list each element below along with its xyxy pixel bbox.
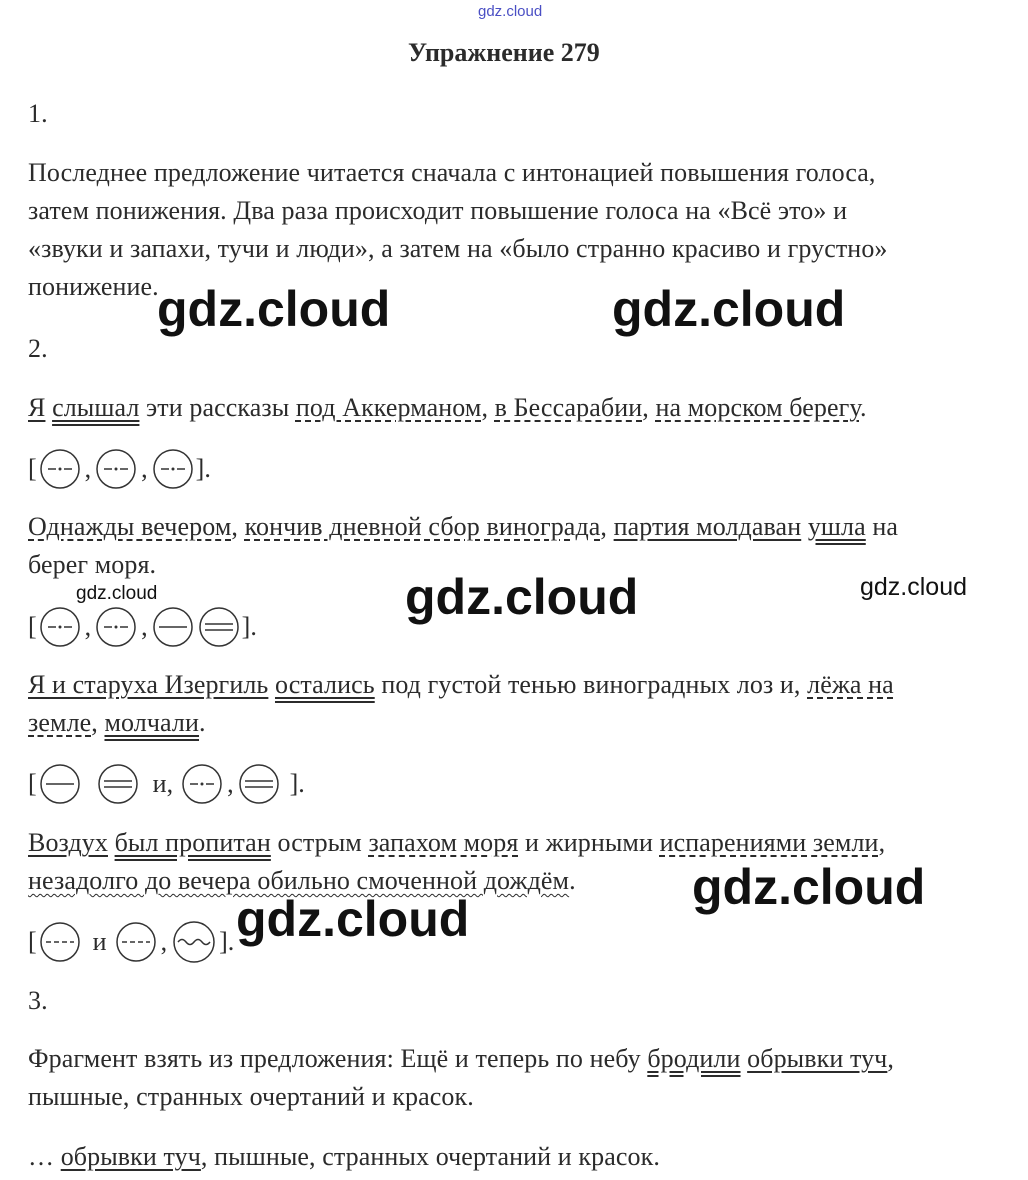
subject: обрывки туч	[747, 1044, 888, 1073]
subject: Воздух	[28, 828, 108, 857]
watermark: gdz.cloud	[612, 281, 846, 337]
adverbial-circle-icon	[39, 606, 81, 648]
schema-4: [ и , ].	[28, 921, 234, 963]
sentence-3-line-1: Я и старуха Изергиль остались под густой тенью виноградных лоз и, лёжа на	[28, 670, 894, 699]
adverbial: земле	[28, 708, 92, 737]
predicate: молчали	[104, 708, 200, 737]
predicate: бродили	[647, 1044, 741, 1073]
section-1-line-2: затем понижения. Два раза происходит повышение голоса на «Всё это» и	[28, 196, 848, 225]
top-watermark: gdz.cloud	[478, 3, 543, 20]
adverbial-circle-icon	[95, 606, 137, 648]
subject: обрывки туч	[60, 1142, 201, 1171]
object: запахом моря	[368, 828, 519, 857]
predicate: был пропитан	[114, 828, 271, 857]
predicate: ушла	[807, 512, 866, 541]
section-3-line-3: … обрывки туч, пышные, странных очертаний и красок.	[28, 1142, 660, 1171]
predicate: слышал	[52, 393, 140, 422]
watermark: gdz.cloud	[860, 573, 968, 601]
predicate-circle-icon	[198, 606, 240, 648]
watermark: gdz.cloud	[405, 569, 639, 625]
subject: Я	[28, 393, 46, 422]
predicate-circle-icon	[97, 763, 139, 805]
section-2-number: 2.	[28, 334, 48, 363]
watermark: gdz.cloud	[236, 891, 470, 947]
sentence-3-line-2: земле, молчали.	[28, 708, 206, 737]
subject: Я и старуха Изергиль	[28, 670, 269, 699]
attribute-circle-icon	[171, 921, 217, 963]
subject-circle-icon	[39, 763, 81, 805]
sentence-4-line-1: Воздух был пропитан острым запахом моря и жирными испарениями земли,	[28, 828, 886, 857]
adverbial: Однажды вечером	[28, 512, 232, 541]
subject: партия молдаван	[613, 512, 802, 541]
section-3-number: 3.	[28, 986, 48, 1015]
adverbial: кончив дневной сбор винограда	[244, 512, 601, 541]
watermark: gdz.cloud	[692, 859, 926, 915]
section-1-line-4: понижение.	[28, 272, 159, 301]
adverbial: под Аккерманом	[295, 393, 482, 422]
watermark: gdz.cloud	[76, 583, 158, 604]
object: испарениями земли	[659, 828, 879, 857]
adverbial-circle-icon	[181, 763, 223, 805]
watermark: gdz.cloud	[157, 281, 391, 337]
schema-3: [ и, , ].	[28, 763, 305, 805]
object-circle-icon	[39, 921, 81, 963]
predicate-circle-icon	[238, 763, 280, 805]
adverbial: в Бессарабии	[494, 393, 643, 422]
adverbial: на морском берегу	[655, 393, 860, 422]
section-3-line-2: пышные, странных очертаний и красок.	[28, 1082, 474, 1111]
predicate: остались	[274, 670, 375, 699]
adverbial: лёжа на	[807, 670, 894, 699]
sentence-2-line-2: берег моря.	[28, 550, 157, 579]
adverbial-circle-icon	[39, 448, 81, 490]
section-1-line-3: «звуки и запахи, тучи и люди», а затем на «было странно красиво и грустно»	[28, 234, 888, 263]
attribute: незадолго до вечера обильно смоченной дождём	[28, 866, 570, 895]
subject-circle-icon	[152, 606, 194, 648]
schema-1: [ , , ].	[28, 448, 211, 490]
adverbial-circle-icon	[152, 448, 194, 490]
section-3-line-1: Фрагмент взять из предложения: Ещё и теперь по небу бродили обрывки туч,	[28, 1044, 894, 1073]
object-circle-icon	[115, 921, 157, 963]
section-1-line-1: Последнее предложение читается сначала с интонацией повышения голоса,	[28, 158, 876, 187]
schema-2: [ , , ].	[28, 606, 257, 648]
sentence-2-line-1: Однажды вечером, кончив дневной сбор винограда, партия молдаван ушла на	[28, 512, 899, 541]
sentence-1: Я слышал эти рассказы под Аккерманом, в Бессарабии, на морском берегу.	[28, 393, 867, 422]
adverbial-circle-icon	[95, 448, 137, 490]
section-1-number: 1.	[28, 99, 48, 128]
sentence-4-line-2: незадолго до вечера обильно смоченной дождём.	[28, 866, 576, 895]
page-title: Упражнение 279	[408, 38, 600, 67]
